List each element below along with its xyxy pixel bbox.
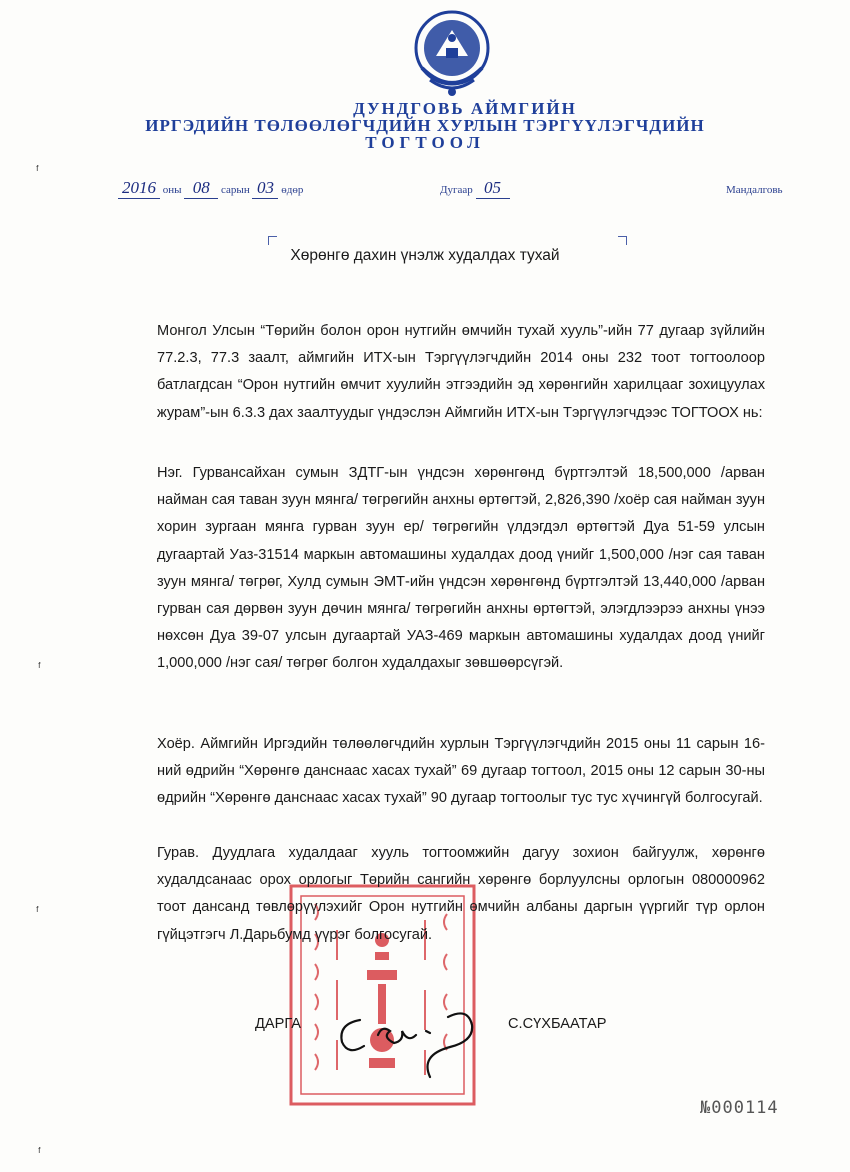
margin-mark: ᶠ <box>36 904 39 918</box>
date-day-suffix: өдөр <box>281 184 304 196</box>
margin-mark: ᶠ <box>38 660 41 674</box>
place: Мандалговь <box>726 184 783 196</box>
paragraph-item-1: Нэг. Гурвансайхан сумын ЗДТГ-ын үндсэн хөрөнгөнд бүртгэлтэй 18,500,000 /арван найман сая таван зуун мянга/ төгрөгийн анхны өртөгтэй, 2,826,390 /хоёр сая найман зуун хорин зургаан мянга гурван зуун ер/ төгрөгийн үлдэгдэл өртөгтэй Дуа 51-59 улсын дугаартай Уаз-31514 маркын автомашины худалдах доод үнийг 1,500,000 /нэг сая таван зуун мянга/ төгрөг, Хулд сумын ЭМТ-ийн үндсэн хөрөнгөнд бүртгэлтэй 13,440,000 /арван гурван сая дөрвөн зуун дөчин мянга/ төгрөгийн анхны өртөгтэй, элэгдлээрээ анхны үнээ нөхсөн Дуа 39-07 улсын дугаартай УАЗ-469 маркын автомашины худалдах доод үнийг 1,000,000 /нэг сая/ төгрөг болгон худалдахыг зөвшөөрсүгэй. <box>157 465 765 672</box>
paragraph-item-3: Гурав. Дуудлага худалдааг хууль тогтоомжийн дагуу зохион байгуулж, хөрөнгө худалдсанаас орох орлогыг Төрийн сангийн хөрөнгө борлуулсны орлогын 080000962 тоот дансанд төвлөрүүлэхийг Орон нутгийн өмчийн албаны даргын үүргийг түр орлон гүйцэтгэгч Л.Дарьбумд үүрэг болгосугай. <box>157 845 765 943</box>
title-bracket-left <box>268 236 277 245</box>
date-line <box>118 178 303 199</box>
date-day: 03 <box>252 178 278 199</box>
title-bracket-right <box>618 236 627 245</box>
document-number: 05 <box>476 178 510 199</box>
signature-name: С.СҮХБААТАР <box>508 1016 607 1032</box>
number-line <box>440 178 510 199</box>
serial-number: №000114 <box>700 1098 779 1118</box>
paragraph-intro: Монгол Улсын “Төрийн болон орон нутгийн өмчийн тухай хууль”-ийн 77 дугаар зүйлийн 77.2.3, 77.3 заалт, аймгийн ИТХ-ын Тэргүүлэгчдийн 2014 оны 232 тоот тогтоолоор батлагдсан “Орон нутгийн өмчит хуулийн этгээдийн эд хөрөнгийн харилцааг зохицуулах журам”-ын 6.3.3 дах заалтуудыг үндэслэн Аймгийн ИТХ-ын Тэргүүлэгчдээс ТОГТООХ нь: <box>157 323 765 421</box>
document-body-3 <box>157 731 765 813</box>
header-line-3: ТОГТООЛ <box>365 133 485 152</box>
signature-role: ДАРГА <box>255 1016 302 1032</box>
document-title: Хөрөнгө дахин үнэлж худалдах тухай <box>290 247 560 264</box>
header-line-1: ДУНДГОВЬ АЙМГИЙН <box>353 99 577 118</box>
header-line-2: ИРГЭДИЙН ТӨЛӨӨЛӨГЧДИЙН ХУРЛЫН ТЭРГҮҮЛЭГЧДИЙН <box>145 116 705 135</box>
document-body-4 <box>157 840 765 949</box>
date-year-suffix: оны <box>162 184 182 196</box>
document-body <box>157 318 765 427</box>
date-month: 08 <box>184 178 218 199</box>
margin-mark: ᶠ <box>38 1145 41 1159</box>
number-label: Дугаар <box>440 184 473 196</box>
handwritten-signature-icon <box>330 995 500 1085</box>
state-emblem-icon <box>412 8 492 100</box>
document-body-2 <box>157 460 765 678</box>
date-year: 2016 <box>118 178 160 199</box>
margin-mark: ᶠ <box>36 163 39 177</box>
paragraph-item-2: Хоёр. Аймгийн Иргэдийн төлөөлөгчдийн хурлын Тэргүүлэгчдийн 2015 оны 11 сарын 16-ний өдрийн “Хөрөнгө данснаас хасах тухай” 69 дугаар тогтоол, 2015 оны 12 сарын 30-ны өдрийн “Хөрөнгө данснаас хасах тухай” 90 дугаар тогтоолыг тус тус хүчингүй болгосугай. <box>157 736 765 807</box>
date-month-suffix: сарын <box>221 184 250 196</box>
